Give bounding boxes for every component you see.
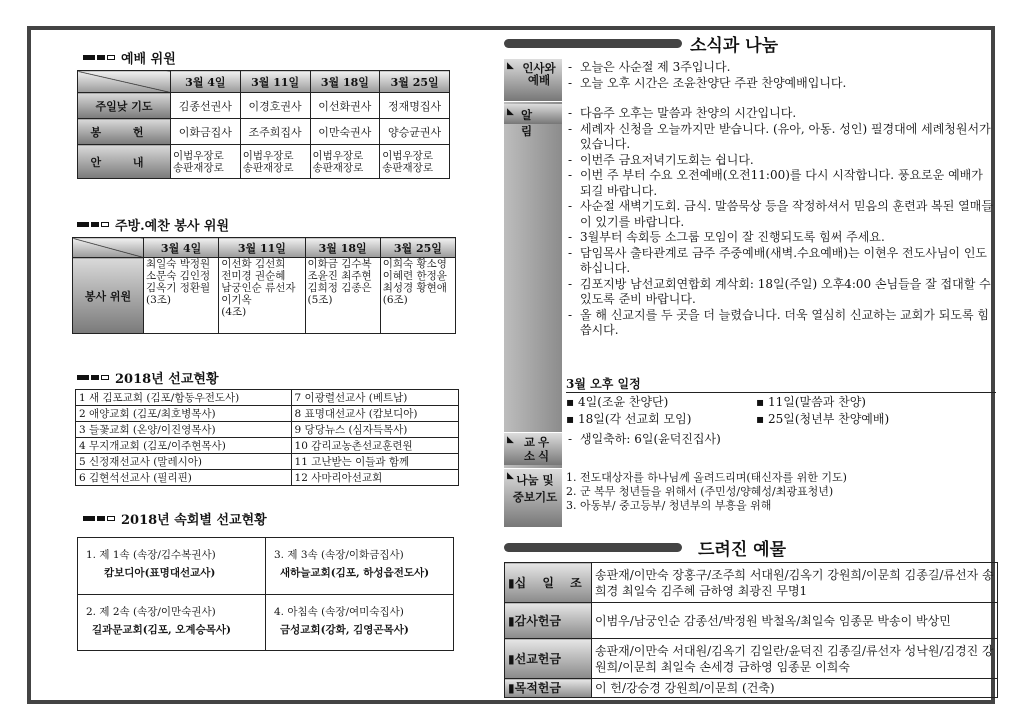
list-item: 8 표명대선교사 (캄보디아) xyxy=(291,406,458,422)
offering-title: 드려진 예물 xyxy=(698,540,787,560)
offering-names: 이범우/남궁인순 감종선/박정원 박철옥/최일숙 임종문 박송이 박상민 xyxy=(592,603,998,639)
district-item: 3. 제 3속 (속장/이화금집사) 새하늘교회(김포, 하성읍전도사) xyxy=(266,538,453,595)
date-header: 3월 18일 xyxy=(305,238,380,258)
table-cell: 이선화 김선희 전미경 권순혜 남궁인순 류선자 이기옥 (4조) xyxy=(219,258,305,334)
worship-table xyxy=(77,70,450,179)
title-bar-decoration xyxy=(504,543,682,552)
prayer-label: ◣ 나눔 및 중보기도 xyxy=(504,468,562,527)
district-item: 4. 아침속 (속장/여미숙집사) 금성교회(강화, 김영곤목사) xyxy=(274,606,409,636)
corner-triangle-icon: ◣ xyxy=(507,61,514,71)
district-section-title: 2018년 속회별 선교현황 xyxy=(83,509,267,528)
district-box xyxy=(77,537,454,651)
section-marker-icon xyxy=(83,516,115,521)
list-item: 7 이광렬선교사 (베트남) xyxy=(291,390,458,406)
fellowship-text: - 생일축하: 6일(윤덕진집사) xyxy=(566,432,996,448)
prayer-item: 2. 군 복무 청년들을 위해서 (주민성/양혜성/최광표청년) xyxy=(566,485,834,498)
date-header: 3월 4일 xyxy=(171,71,241,93)
bullet-icon: ▪ xyxy=(756,412,765,426)
table-cell: 이범우장로 송판재장로 xyxy=(380,145,450,179)
table-cell: 이만숙권사 xyxy=(310,119,380,145)
mission-section-title: 2018년 선교현황 xyxy=(77,368,219,387)
offering-label: ▮목적헌금 xyxy=(505,679,592,698)
table-cell: 최일숙 박정원 소문숙 김인정 김옥기 정환월 (3조) xyxy=(144,258,219,334)
list-item: 4 무지개교회 (김포/이주현목사) xyxy=(76,438,292,454)
corner-cell xyxy=(73,238,144,258)
prayer-item: 3. 아동부/ 중고등부/ 청년부의 부흥을 위해 xyxy=(566,499,772,512)
schedule-list xyxy=(566,394,996,428)
bullet-icon: ▪ xyxy=(756,395,765,409)
fellowship-label: ◣ 교우 소식 xyxy=(504,432,562,465)
date-header: 3월 18일 xyxy=(310,71,380,93)
offering-names: 송판재/이만숙 서대원/김옥기 김일란/윤덕진 김종길/류선자 성낙원/김경진 강원희/이문희 최일숙 손세경 금하영 임종문 이희숙 xyxy=(592,639,998,679)
table-cell: 이경호권사 xyxy=(240,93,310,119)
prayer-list xyxy=(566,471,996,513)
section-marker-icon xyxy=(77,222,109,227)
list-item: 12 사마리아선교회 xyxy=(291,470,458,486)
prayer-item: 1. 전도대상자를 하나님께 올려드리며(태신자를 위한 기도) xyxy=(566,471,847,484)
corner-triangle-icon: ◣ xyxy=(507,471,514,481)
district-item: 2. 제 2속 (속장/이만숙권사) 길과문교회(김포, 오계승목사) xyxy=(78,595,266,650)
offering-label: ▮십 일 조 xyxy=(505,563,592,603)
table-cell: 조주희집사 xyxy=(240,119,310,145)
offering-label: ▮감사헌금 xyxy=(505,603,592,639)
offering-names: 송판재/이만숙 장홍구/조주희 서대원/김옥기 강원희/이문희 김종길/류선자 송희경 최일숙 김주혜 금하영 최광진 무명1 xyxy=(592,563,998,603)
offering-table xyxy=(504,562,998,698)
list-item: 2 애양교회 (김포/최호병목사) xyxy=(76,406,292,422)
schedule-block: 3월 오후 일정 xyxy=(566,377,996,393)
bullet-icon: ▪ xyxy=(566,412,575,426)
list-item: 5 신정재선교사 (말레시아) xyxy=(76,454,292,470)
corner-triangle-icon: ◣ xyxy=(507,435,514,445)
notice-label: ◣ 알 림 xyxy=(504,104,562,124)
date-header: 3월 25일 xyxy=(380,238,455,258)
greeting-text: - 오늘은 사순절 제 3주입니다. - 오늘 오후 시간은 조윤찬양단 주관 찬양예배입니다. xyxy=(566,60,998,91)
notice-item: - 사순절 새벽기도회. 금식. 말씀묵상 등을 작정하셔서 믿음의 훈련과 복된 열매들이 있기를 바랍니다. xyxy=(566,199,998,230)
schedule-item: ▪ 11일(말씀과 찬양) xyxy=(756,395,866,409)
section-marker-icon xyxy=(77,375,109,380)
list-item: 6 김현석선교사 (필리핀) xyxy=(76,470,292,486)
list-item: 11 고난받는 이들과 함께 xyxy=(291,454,458,470)
notice-item: - 담임목사 출타관계로 금주 주중예배(새벽.수요예배)는 이현우 전도사님이 인도하십니다. xyxy=(566,246,998,277)
table-cell: 김종선권사 xyxy=(171,93,241,119)
offering-label: ▮선교헌금 xyxy=(505,639,592,679)
table-cell: 이화금집사 xyxy=(171,119,241,145)
notice-item: - 이번주 금요저녁기도회는 쉽니다. xyxy=(566,153,998,169)
notice-item: - 세례자 신청을 오늘까지만 받습니다. (유아, 아동. 성인) 필경대에 세례청원서가 있습니다. xyxy=(566,122,998,153)
marker-icon: ▮ xyxy=(508,651,515,666)
date-header: 3월 25일 xyxy=(380,71,450,93)
section-marker-icon xyxy=(83,55,115,60)
corner-cell xyxy=(78,71,171,93)
bullet-icon: ▪ xyxy=(566,395,575,409)
row-label: 봉 헌 xyxy=(78,119,171,145)
offering-names: 이 헌/강승경 강원희/이문희 (건축) xyxy=(592,679,998,698)
table-cell: 양승균권사 xyxy=(380,119,450,145)
notice-item: - 다음주 오후는 말씀과 찬양의 시간입니다. xyxy=(566,106,998,122)
date-header: 3월 11일 xyxy=(240,71,310,93)
district-item: 1. 제 1속 (속장/김수복권사) 캄보디아(표명대선교사) xyxy=(78,538,266,595)
row-label: 봉사 위원 xyxy=(73,258,144,334)
marker-icon: ▮ xyxy=(508,575,515,590)
title-bar-decoration xyxy=(504,39,682,48)
list-item: 9 당당뉴스 (심자득목사) xyxy=(291,422,458,438)
news-title: 소식과 나눔 xyxy=(690,36,779,56)
mission-table xyxy=(75,389,459,486)
greeting-label: ◣ 인사와 예배 xyxy=(504,59,562,102)
kitchen-table xyxy=(72,237,456,334)
list-item: 1 새 김포교회 (김포/함동우전도사) xyxy=(76,390,292,406)
schedule-item: ▪ 25일(청년부 찬양예배) xyxy=(756,412,890,426)
schedule-item: ▪ 4일(조윤 찬양단) xyxy=(566,395,669,409)
list-item: 3 들꽃교회 (온양/이진영목사) xyxy=(76,422,292,438)
marker-icon: ▮ xyxy=(508,613,515,628)
notice-item: - 올 해 신교지를 두 곳을 더 늘렸습니다. 더욱 열심히 신교하는 교회가 되도록 힘씁시다. xyxy=(566,308,998,339)
notice-item: - 김포지방 남선교회연합회 계삭회: 18일(주일) 오후4:00 손님들을 잘 접대할 수 있도록 준비 바랍니다. xyxy=(566,277,998,308)
row-label: 안 내 xyxy=(78,145,171,179)
notice-item: - 이번 주 부터 수요 오전예배(오전11:00)를 다시 시작합니다. 풍요로운 예배가 되길 바랍니다. xyxy=(566,168,998,199)
corner-triangle-icon: ◣ xyxy=(507,107,514,117)
worship-section-title: 예배 위원 xyxy=(83,48,176,67)
table-cell: 이범우장로 송판재장로 xyxy=(240,145,310,179)
table-cell: 이범우장로 송판재장로 xyxy=(171,145,241,179)
row-label: 주일낮 기도 xyxy=(78,93,171,119)
table-cell: 이범우장로 송판재장로 xyxy=(310,145,380,179)
table-cell: 이희숙 황소영 이혜련 한정윤 최성경 황현애 (6조) xyxy=(380,258,455,334)
notice-item: - 3월부터 속회등 소그룹 모임이 잘 진행되도록 힘써 주세요. xyxy=(566,230,998,246)
table-cell: 이선화권사 xyxy=(310,93,380,119)
kitchen-section-title: 주방.예찬 봉사 위원 xyxy=(77,215,229,234)
table-cell: 정재명집사 xyxy=(380,93,450,119)
marker-icon: ▮ xyxy=(508,681,515,695)
date-header: 3월 11일 xyxy=(219,238,305,258)
schedule-item: ▪ 18일(각 선교회 모임) xyxy=(566,412,692,426)
notice-list xyxy=(566,106,998,339)
list-item: 10 감리교농촌선교훈련원 xyxy=(291,438,458,454)
table-cell: 이화금 김수복 조윤진 최주현 김희정 김종은 (5조) xyxy=(305,258,380,334)
date-header: 3월 4일 xyxy=(144,238,219,258)
